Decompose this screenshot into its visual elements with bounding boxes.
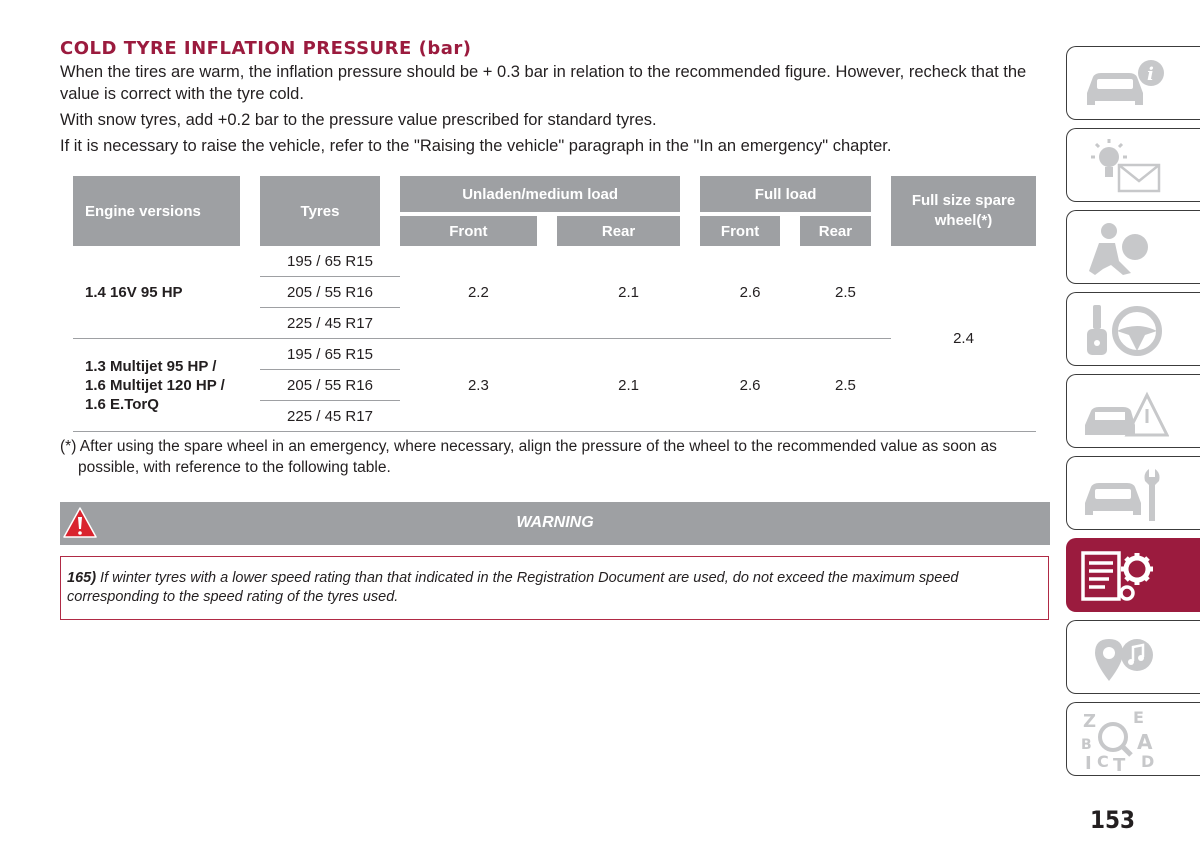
- unladen-rear-cell: 2.1: [557, 246, 700, 339]
- tyre-cell: 225 / 45 R17: [260, 308, 400, 339]
- unladen-front-cell: 2.3: [400, 339, 557, 432]
- pressure-table: [73, 176, 1036, 432]
- tab-safety-lights[interactable]: [1066, 128, 1200, 202]
- header-engine-versions: Engine versions: [73, 176, 260, 246]
- pressure-table-wrapper: [73, 176, 1036, 432]
- unladen-rear-cell: 2.1: [557, 339, 700, 432]
- tyre-cell: 205 / 55 R16: [260, 370, 400, 401]
- alphabetical-index-icon: [1079, 709, 1169, 771]
- main-content: [60, 38, 1050, 161]
- engine-cell: 1.4 16V 95 HP: [73, 246, 260, 339]
- paragraph-warm-tyres: When the tires are warm, the inflation pressure should be + 0.3 bar in relation to the recommended figure. However, recheck that the value is correct with the tyre cold.: [60, 63, 1027, 103]
- header-full-load: Full load: [700, 176, 891, 216]
- key-steering-wheel-icon: [1079, 299, 1169, 361]
- table-row: [73, 246, 1036, 277]
- seat-airbag-icon: [1079, 217, 1169, 279]
- svg-text:C: C: [1097, 752, 1109, 771]
- svg-text:E: E: [1133, 709, 1144, 727]
- warning-text: If winter tyres with a lower speed rating than that indicated in the Registration Document are used, do not exceed the maximum speed corresponding to the speed rating of the tyres used.: [67, 570, 959, 605]
- header-full-front: Front: [700, 216, 800, 246]
- warning-ref: 165): [67, 570, 97, 586]
- svg-text:Z: Z: [1083, 711, 1097, 732]
- engine-cell: [73, 339, 260, 432]
- crash-warning-icon: [1079, 381, 1169, 443]
- header-spare-wheel: Full size spare wheel(*): [891, 176, 1036, 246]
- full-rear-cell: 2.5: [800, 246, 891, 339]
- warning-header: [60, 502, 1050, 545]
- warning-box: [60, 556, 1049, 620]
- svg-text:D: D: [1141, 752, 1155, 771]
- svg-text:A: A: [1137, 730, 1153, 754]
- svg-text:B: B: [1081, 737, 1092, 753]
- tab-technical-specifications[interactable]: [1066, 538, 1200, 612]
- car-info-icon: [1079, 53, 1169, 115]
- spare-wheel-cell: 2.4: [891, 246, 1036, 432]
- engine-line: 1.6 E.TorQ: [85, 395, 159, 413]
- engine-line: 1.6 Multijet 120 HP /: [85, 376, 225, 394]
- tab-dashboard[interactable]: [1066, 46, 1200, 120]
- page-number: 153: [1090, 806, 1136, 834]
- paragraph-raising-vehicle: If it is necessary to raise the vehicle, refer to the "Raising the vehicle" paragraph in the "In an emergency" chapter.: [60, 137, 892, 155]
- engine-line: 1.3 Multijet 95 HP /: [85, 357, 217, 375]
- light-envelope-icon: [1079, 135, 1169, 197]
- tyre-cell: 225 / 45 R17: [260, 401, 400, 432]
- header-unladen-front: Front: [400, 216, 557, 246]
- tyre-cell: 205 / 55 R16: [260, 277, 400, 308]
- tab-maintenance[interactable]: [1066, 456, 1200, 530]
- svg-text:i: i: [1147, 64, 1154, 85]
- full-front-cell: 2.6: [700, 339, 800, 432]
- svg-text:T: T: [1113, 755, 1126, 771]
- media-navigation-icon: [1079, 627, 1169, 689]
- paragraph-snow-tyres: With snow tyres, add +0.2 bar to the pressure value prescribed for standard tyres.: [60, 111, 657, 129]
- header-unladen-load: Unladen/medium load: [400, 176, 700, 216]
- warning-title: WARNING: [516, 514, 594, 531]
- full-rear-cell: 2.5: [800, 339, 891, 432]
- unladen-front-cell: 2.2: [400, 246, 557, 339]
- tyre-cell: 195 / 65 R15: [260, 339, 400, 370]
- tab-index[interactable]: [1066, 702, 1200, 776]
- header-unladen-rear: Rear: [557, 216, 700, 246]
- svg-text:I: I: [1085, 753, 1092, 771]
- spare-wheel-footnote: (*) After using the spare wheel in an emergency, where necessary, align the pressure of the wheel to the recommended value as soon as possible, with reference to the following table.: [60, 438, 997, 476]
- car-wrench-icon: [1079, 463, 1169, 525]
- header-tyres: Tyres: [260, 176, 400, 246]
- full-front-cell: 2.6: [700, 246, 800, 339]
- specs-gear-icon: [1079, 545, 1169, 607]
- header-full-rear: Rear: [800, 216, 891, 246]
- tyre-cell: 195 / 65 R15: [260, 246, 400, 277]
- tab-emergency[interactable]: [1066, 374, 1200, 448]
- tab-multimedia[interactable]: [1066, 620, 1200, 694]
- section-title: COLD TYRE INFLATION PRESSURE (bar): [60, 38, 472, 59]
- tab-starting-driving[interactable]: [1066, 292, 1200, 366]
- tab-safety[interactable]: [1066, 210, 1200, 284]
